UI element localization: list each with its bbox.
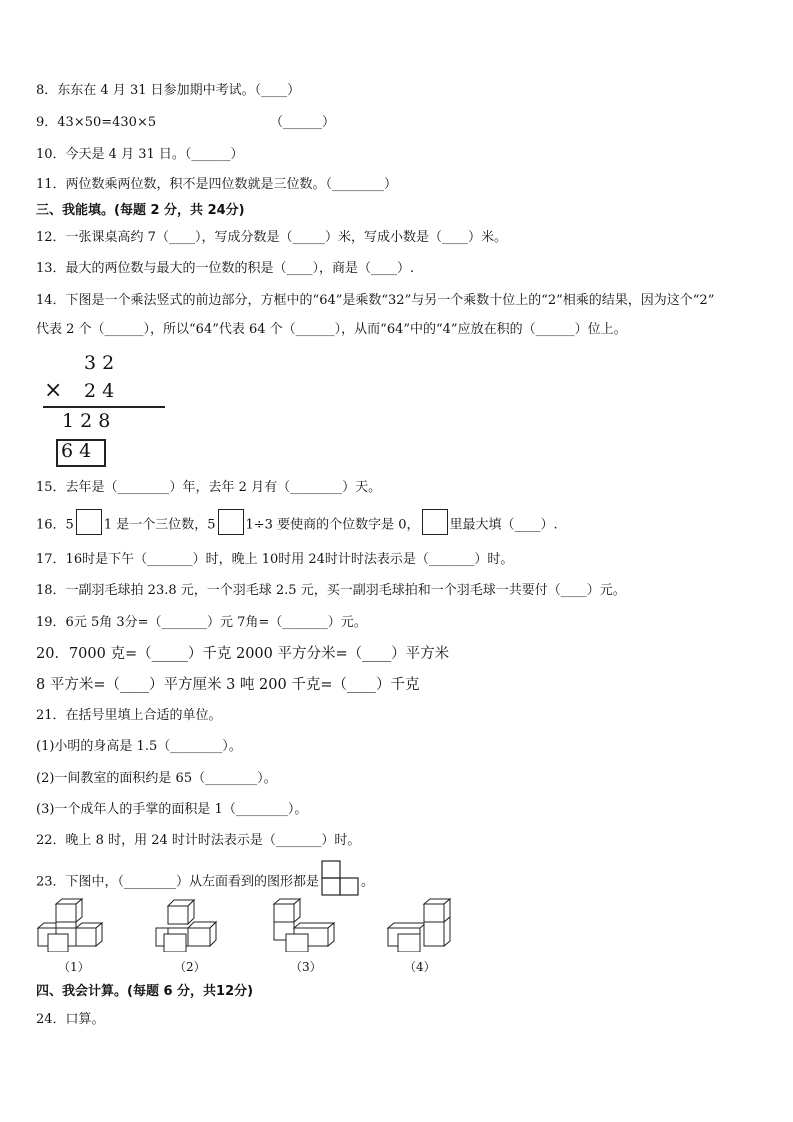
multiplier: 2 4 — [84, 380, 115, 402]
question-10: 10．今天是 4 月 31 日。（______） — [36, 147, 244, 162]
question-22: 22．晚上 8 时，用 24 时计时法表示是（_______）时。 — [36, 833, 361, 848]
figure-caption-1: （1） — [58, 960, 90, 974]
question-14-line-1: 14．下图是一个乘法竖式的前边部分，方框中的“64”是乘数“32”与另一个乘数十位上的“2”相乘的结果，因为这个“2” — [36, 293, 715, 308]
question-19: 19．6元 5角 3分=（_______）元 7角=（_______）元。 — [36, 615, 367, 630]
cube-figure-4 — [386, 898, 452, 952]
question-21-part-3: (3)一个成年人的手掌的面积是 1（________）。 — [36, 802, 308, 817]
question-12: 12．一张课桌高约 7（____），写成分数是（_____）米，写成小数是（____）米。 — [36, 230, 507, 245]
question-20-line-2: 8 平方米=（____）平方厘米 3 吨 200 千克=（____）千克 — [36, 677, 420, 693]
question-20-line-1: 20．7000 克=（_____）千克 2000 平方分米=（____）平方米 — [36, 646, 450, 662]
figure-caption-2: （2） — [174, 960, 206, 974]
question-21: 21．在括号里填上合适的单位。 — [36, 708, 222, 723]
cube-figure-1 — [36, 898, 106, 952]
left-view-shape-icon — [321, 860, 359, 896]
question-24: 24．口算。 — [36, 1012, 105, 1027]
sum-line — [43, 406, 165, 408]
digit-box-3[interactable] — [422, 509, 448, 535]
question-14-line-2: 代表 2 个（______），所以“64”代表 64 个（______），从而“64”中的“4”应放在积的（______）位上。 — [36, 322, 627, 337]
digit-box-2[interactable] — [218, 509, 244, 535]
multiply-sign: × — [44, 378, 63, 403]
question-23-period: 。 — [361, 874, 375, 890]
partial-product-2: 6 4 — [61, 440, 92, 462]
question-13: 13．最大的两位数与最大的一位数的积是（____），商是（____）. — [36, 261, 415, 276]
cube-figure-2 — [154, 898, 220, 952]
digit-box-1[interactable] — [76, 509, 102, 535]
cube-figure-3 — [272, 898, 338, 952]
question-15: 15．去年是（________）年，去年 2 月有（________）天。 — [36, 480, 382, 495]
question-16 — [36, 515, 558, 535]
question-9-left: 9．43×50=430×5 — [36, 115, 157, 130]
question-9-answer-blank: （______） — [270, 115, 336, 130]
question-8: 8．东东在 4 月 31 日参加期中考试。（____） — [36, 83, 301, 98]
question-21-part-1: (1)小明的身高是 1.5（________）。 — [36, 739, 242, 754]
figure-caption-3: （3） — [290, 960, 322, 974]
multiplicand: 3 2 — [84, 352, 115, 374]
section-4-heading: 四、我会计算。(每题 6 分，共12分) — [36, 984, 254, 999]
figure-caption-4: （4） — [404, 960, 436, 974]
question-21-part-2: (2)一间教室的面积约是 65（________）。 — [36, 771, 277, 786]
question-16-part-d: 里最大填（____）. — [449, 517, 558, 533]
question-11: 11．两位数乘两位数，积不是四位数就是三位数。（________） — [36, 177, 398, 192]
question-16-part-c: 1÷3 要使商的个位数字是 0， — [245, 517, 420, 533]
question-23-text: 23．下图中，（________）从左面看到的图形都是 — [36, 874, 320, 890]
question-17: 17．16时是下午（_______）时，晚上 10时用 24时计时法表示是（_______）时。 — [36, 552, 514, 567]
question-16-part-b: 1 是一个三位数，5 — [103, 517, 216, 533]
question-16-part-a: 16．5 — [36, 517, 74, 533]
question-23 — [36, 868, 374, 896]
question-18: 18．一副羽毛球拍 23.8 元，一个羽毛球 2.5 元，买一副羽毛球拍和一个羽毛球一共要付（____）元。 — [36, 583, 626, 598]
partial-product-1: 1 2 8 — [62, 410, 111, 432]
vertical-multiplication-figure — [40, 352, 130, 466]
section-3-heading: 三、我能填。(每题 2 分，共 24分) — [36, 203, 245, 218]
